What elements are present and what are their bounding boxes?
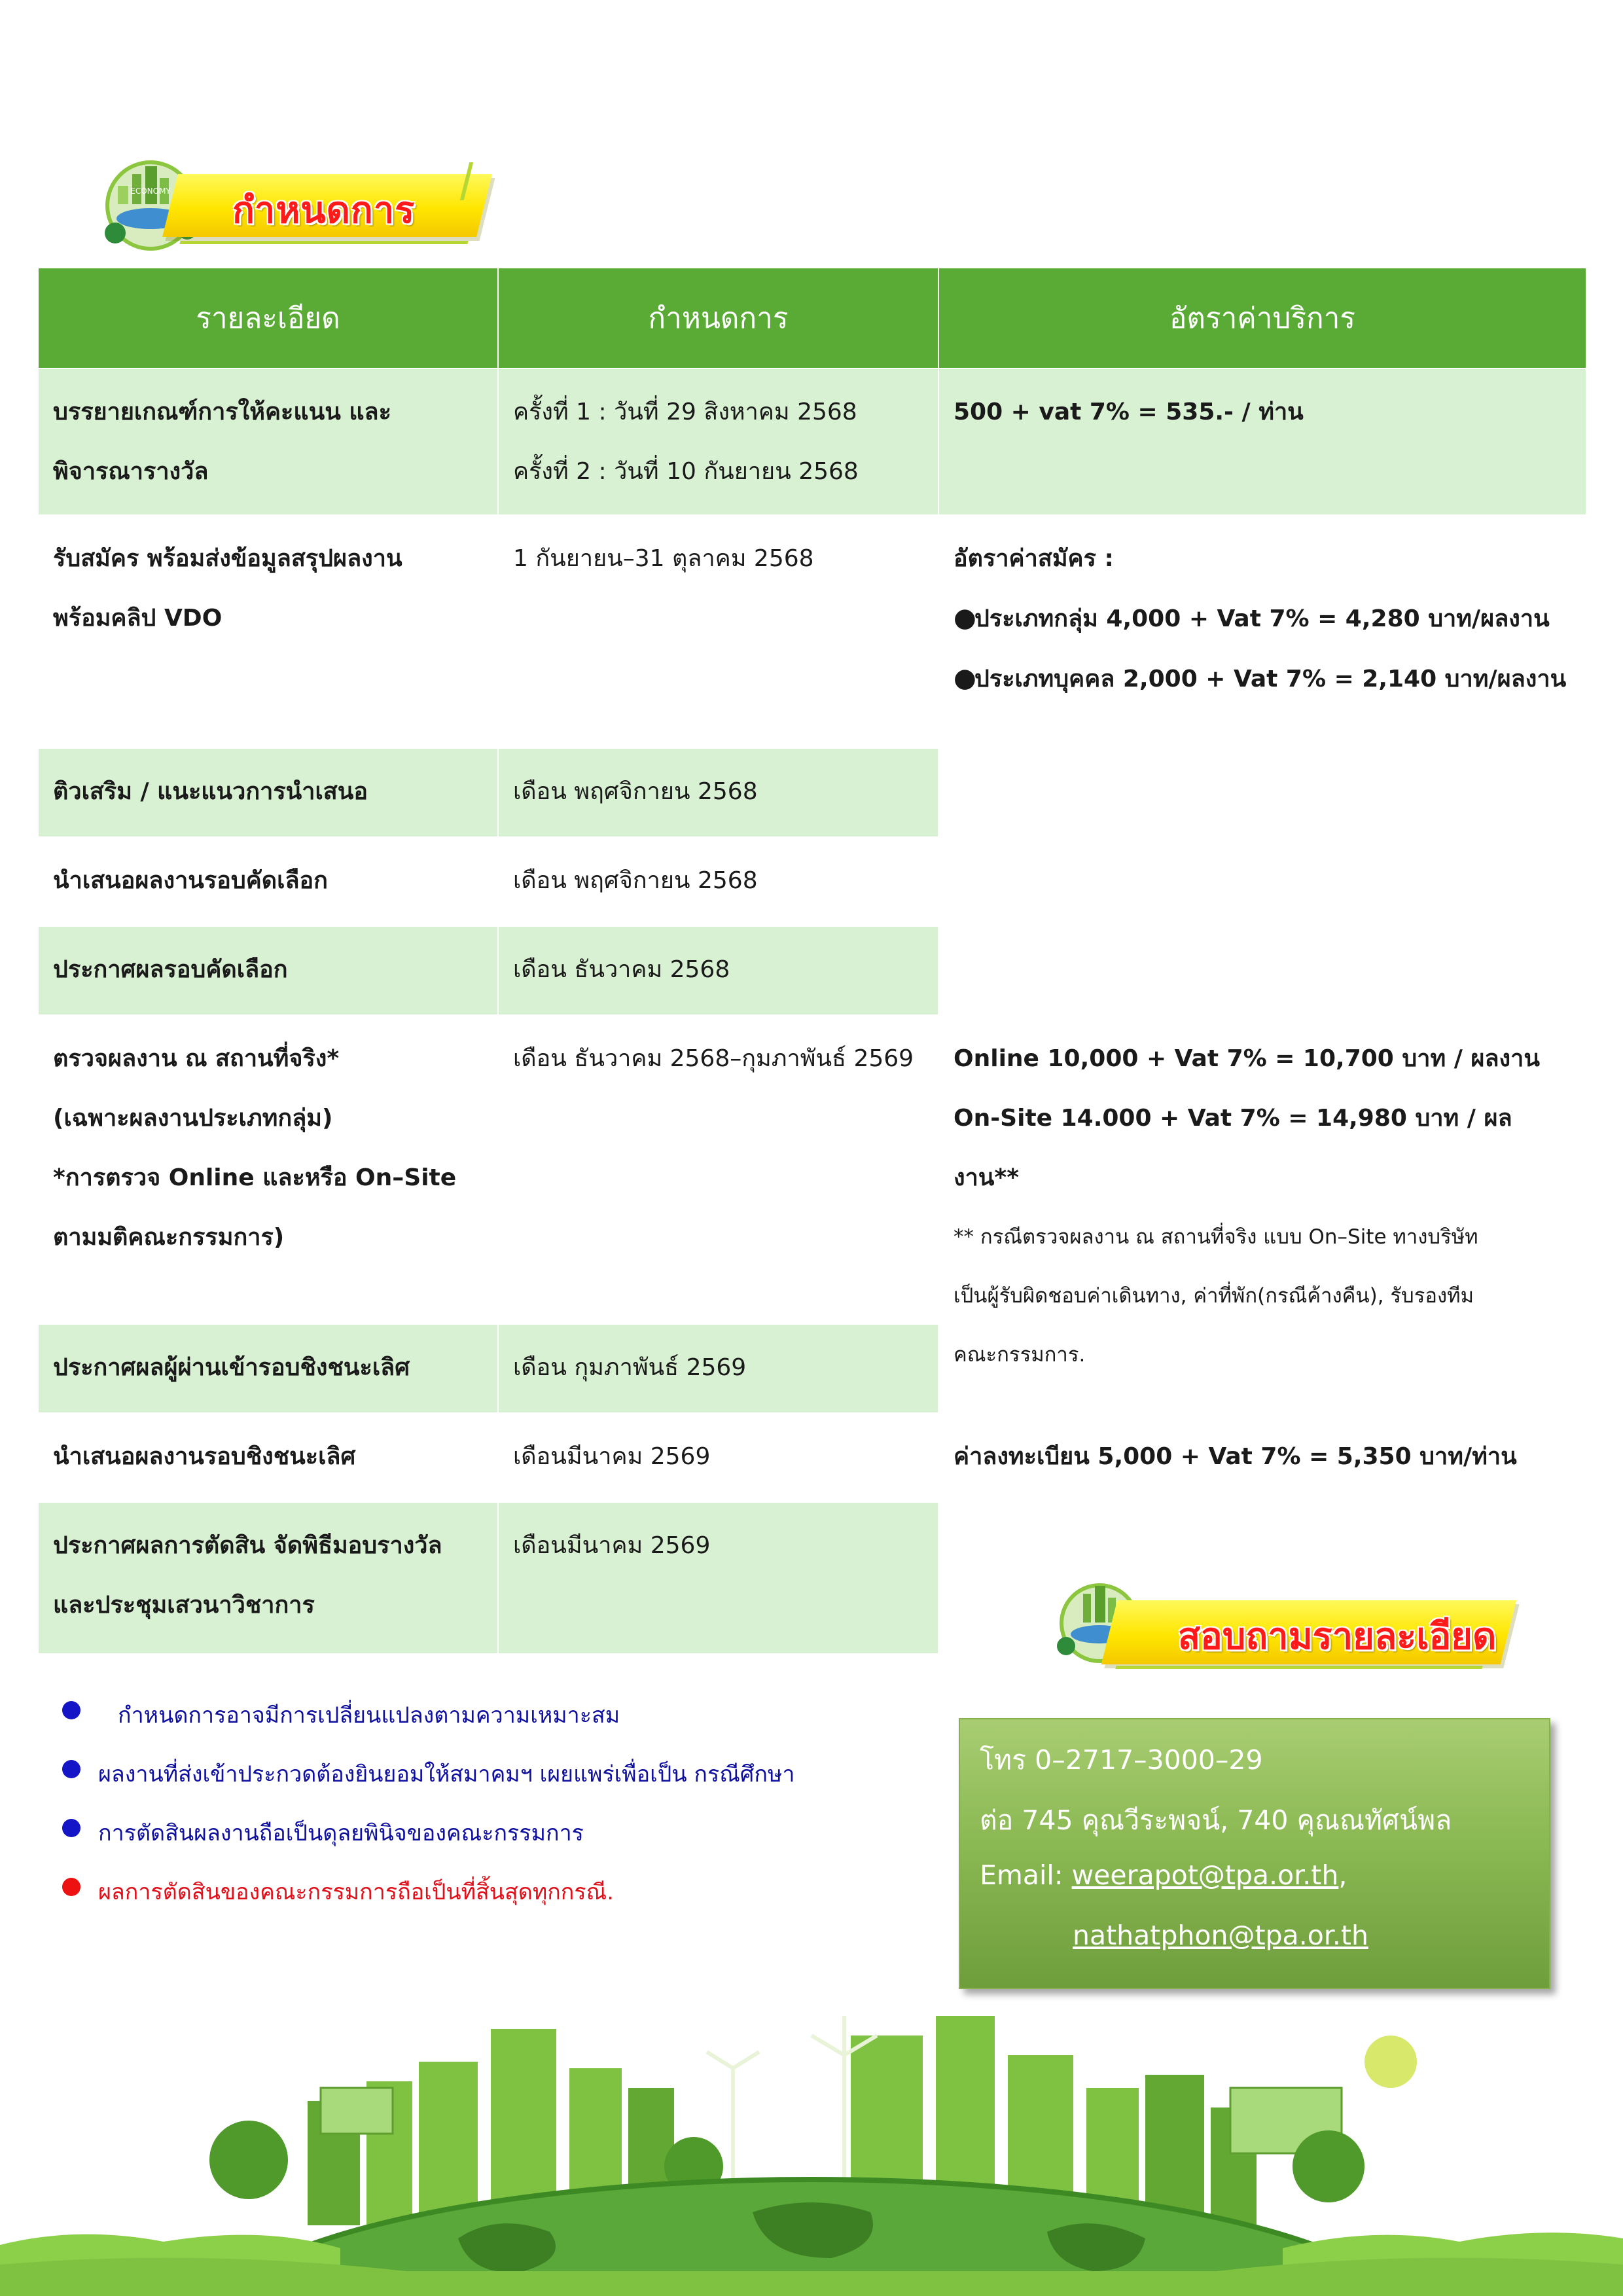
list-item: กำหนดการอาจมีการเปลี่ยนแปลงตามความเหมาะสม (62, 1692, 913, 1751)
schedule-table (37, 267, 1587, 1655)
contact-phone: โทร 0–2717–3000–29 (980, 1744, 1263, 1776)
list-item: การตัดสินผลงานถือเป็นดุลยพินิจของคณะกรรมการ (62, 1810, 913, 1869)
detail-cell: ติวเสริม / แนะแนวการนำเสนอ (38, 748, 498, 837)
schedule-cell: ครั้งที่ 1 : วันที่ 29 สิงหาคม 2568 ครั้งที่ 2 : วันที่ 10 กันยายน 2568 (498, 368, 938, 515)
table-row (38, 1413, 1586, 1502)
bullet-icon (62, 1701, 80, 1719)
list-item: ●ประเภทกลุ่ม 4,000 + Vat 7% = 4,280 บาท/ผลงาน (954, 588, 1571, 649)
rate-cell-application: อัตราค่าสมัคร : ●ประเภทกลุ่ม 4,000 + Vat 7% = 4,280 บาท/ผลงาน ●ประเภทบุคคล 2,000 + Vat 7% = 2,140 บาท/ผลงาน (938, 515, 1586, 1015)
schedule-cell: เดือน ธันวาคม 2568–กุมภาพันธ์ 2569 (498, 1015, 938, 1324)
bullet-icon (62, 1760, 80, 1778)
column-header-schedule: กำหนดการ (498, 268, 938, 368)
green-city-earth-illustration (0, 1990, 1623, 2296)
schedule-cell: 1 กันยายน–31 ตุลาคม 2568 (498, 515, 938, 748)
schedule-cell: เดือนมีนาคม 2569 (498, 1502, 938, 1654)
schedule-cell: เดือน พฤศจิกายน 2568 (498, 748, 938, 837)
list-item: ผลการตัดสินของคณะกรรมการถือเป็นที่สิ้นสุดทุกกรณี. (62, 1869, 913, 1928)
schedule-banner (92, 143, 491, 267)
rate-cell-lecture: 500 + vat 7% = 535.- / ท่าน (938, 368, 1586, 515)
badge-logo-text: ECONOMY (130, 187, 171, 196)
table-row (38, 515, 1586, 748)
detail-cell: รับสมัคร พร้อมส่งข้อมูลสรุปผลงาน พร้อมคลิป VDO (38, 515, 498, 748)
table-header-row (38, 268, 1586, 368)
detail-cell: ตรวจผลงาน ณ สถานที่จริง* (เฉพาะผลงานประเภทกลุ่ม) *การตรวจ Online และหรือ On–Site ตามมติคณะกรรมการ) (38, 1015, 498, 1324)
schedule-cell: เดือน กุมภาพันธ์ 2569 (498, 1324, 938, 1413)
schedule-cell: เดือน ธันวาคม 2568 (498, 926, 938, 1015)
bullet-icon: ● (954, 603, 976, 633)
column-header-rate: อัตราค่าบริการ (938, 268, 1586, 368)
detail-cell: นำเสนอผลงานรอบคัดเลือก (38, 837, 498, 926)
bullet-icon: ● (954, 663, 976, 693)
email-link-nathatphon[interactable]: nathatphon@tpa.or.th (1073, 1920, 1368, 1951)
rate-cell-inspection: Online 10,000 + Vat 7% = 10,700 บาท / ผลงาน On-Site 14.000 + Vat 7% = 14,980 บาท / ผลงาน** ** กรณีตรวจผลงาน ณ สถานที่จริง แบบ On–Site ทางบริษัท เป็นผู้รับผิดชอบค่าเดินทาง, ค่าที่พัก(กรณีค้างคืน), รับรองทีม คณะกรรมการ. (938, 1015, 1586, 1413)
schedule-cell: เดือน พฤศจิกายน 2568 (498, 837, 938, 926)
contact-banner (1050, 1561, 1522, 1679)
bullet-icon (62, 1878, 80, 1896)
sun-icon (1364, 2036, 1417, 2088)
rate-cell-registration: ค่าลงทะเบียน 5,000 + Vat 7% = 5,350 บาท/ท่าน (938, 1413, 1586, 1654)
table-row (38, 368, 1586, 515)
contact-title: สอบถามรายละเอียด (1178, 1615, 1497, 1658)
contact-extension: ต่อ 745 คุณวีระพจน์, 740 คุณณทัศน์พล (980, 1804, 1452, 1836)
list-item: ผลงานที่ส่งเข้าประกวดต้องยินยอมให้สมาคมฯ เผยแพร่เพื่อเป็น กรณีศึกษา (62, 1751, 913, 1810)
contact-email-line: Email: weerapot@tpa.or.th, (980, 1859, 1347, 1891)
detail-cell: บรรยายเกณฑ์การให้คะแนน และ พิจารณารางวัล (38, 368, 498, 515)
bullet-icon (62, 1819, 80, 1837)
detail-cell: ประกาศผลการตัดสิน จัดพิธีมอบรางวัล และประชุมเสวนาวิชาการ (38, 1502, 498, 1654)
detail-cell: ประกาศผลรอบคัดเลือก (38, 926, 498, 1015)
contact-info-box (959, 1718, 1550, 1989)
email-link-weerapot[interactable]: weerapot@tpa.or.th (1071, 1859, 1339, 1891)
schedule-cell: เดือนมีนาคม 2569 (498, 1413, 938, 1502)
detail-cell: นำเสนอผลงานรอบชิงชนะเลิศ (38, 1413, 498, 1502)
page-title: กำหนดการ (232, 189, 416, 232)
contact-email-line-2 (1073, 1920, 1368, 1951)
detail-cell: ประกาศผลผู้ผ่านเข้ารอบชิงชนะเลิศ (38, 1324, 498, 1413)
list-item: ●ประเภทบุคคล 2,000 + Vat 7% = 2,140 บาท/ผลงาน (954, 649, 1571, 709)
notes-list (62, 1692, 913, 1928)
table-row (38, 1015, 1586, 1324)
column-header-detail: รายละเอียด (38, 268, 498, 368)
